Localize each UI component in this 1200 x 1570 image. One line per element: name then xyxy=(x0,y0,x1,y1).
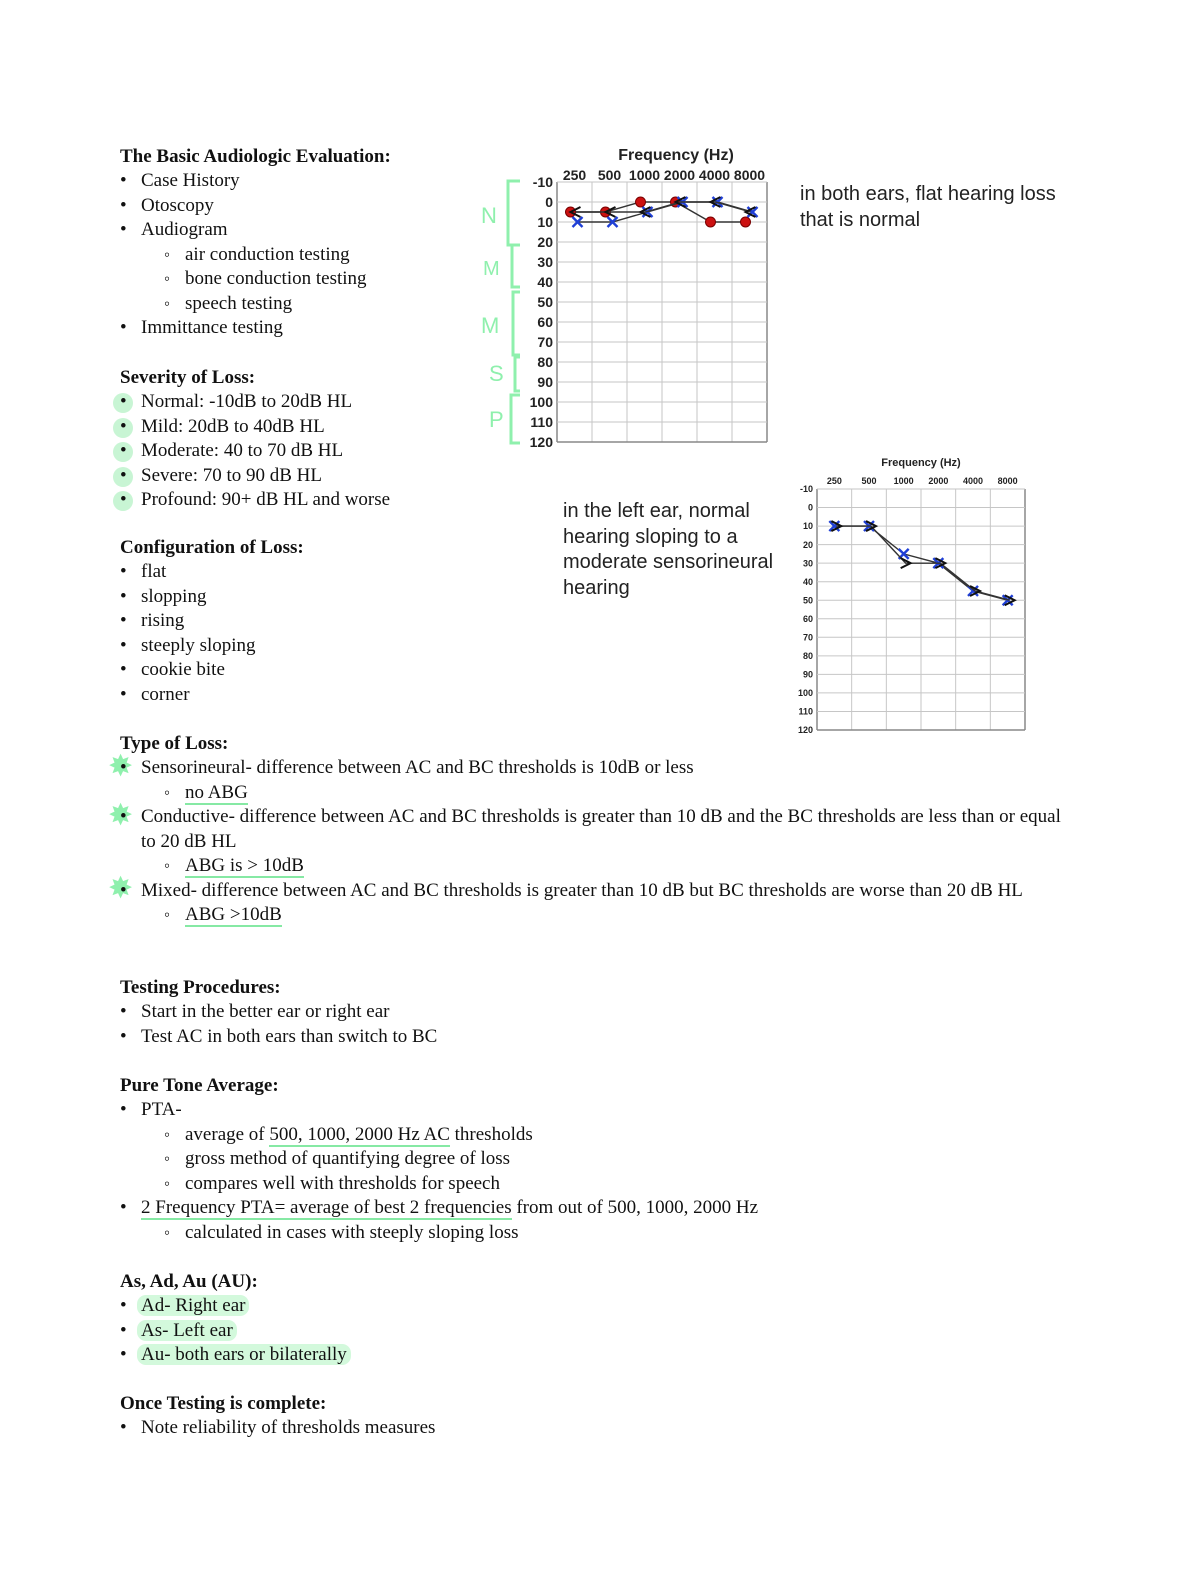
list-item: • Mixed- difference between AC and BC thresholds is greater than 10 dB but BC thresholds are worse than 20 dB HL xyxy=(120,879,1070,904)
margin-letter: S xyxy=(489,361,504,386)
list-item: • Note reliability of thresholds measures xyxy=(120,1416,435,1441)
list-item: • PTA- xyxy=(120,1098,758,1123)
text: thresholds xyxy=(449,1123,533,1145)
chart-title: Frequency (Hz) xyxy=(881,457,961,469)
configuration-list xyxy=(120,560,304,707)
list-item: • cookie bite xyxy=(120,658,304,683)
list-item: • Conductive- difference between AC and BC thresholds is greater than 10 dB and the BC thresholds are less than or equal to 20 dB HL xyxy=(120,805,1070,854)
y-tick-label: 80 xyxy=(802,650,813,661)
list-item: • rising xyxy=(120,609,304,634)
y-tick-label: 20 xyxy=(537,233,553,250)
y-tick-label: 20 xyxy=(802,539,813,550)
y-tick-label: 70 xyxy=(537,333,553,350)
list-item: • Immittance testing xyxy=(120,316,391,341)
section-title: Testing Procedures: xyxy=(120,977,281,998)
list-item: • Moderate: 40 to 70 dB HL xyxy=(120,439,390,464)
highlighted-text: As- Left ear xyxy=(137,1320,237,1341)
y-tick-label: 30 xyxy=(537,253,553,270)
y-tick-label: 30 xyxy=(802,558,813,569)
list-item: • corner xyxy=(120,683,304,708)
y-tick-label: 0 xyxy=(807,502,813,513)
list-item: • Test AC in both ears than switch to BC xyxy=(120,1025,437,1050)
y-tick-label: 60 xyxy=(537,313,553,330)
list-item: • Mild: 20dB to 40dB HL xyxy=(120,415,390,440)
y-tick-label: 120 xyxy=(529,433,553,450)
list-item: • Start in the better ear or right ear xyxy=(120,1000,437,1025)
y-tick-label: 10 xyxy=(802,521,813,532)
sub-list-item xyxy=(120,903,1070,928)
note-audiogram-1: in both ears, flat hearing loss that is normal xyxy=(800,183,1056,231)
section-title: Type of Loss: xyxy=(120,733,229,754)
type-list xyxy=(120,756,1070,928)
underlined-text: 500, 1000, 2000 Hz AC xyxy=(269,1123,450,1145)
list-item: • Sensorineural- difference between AC and BC thresholds is 10dB or less xyxy=(120,756,1070,781)
y-tick-label: -10 xyxy=(799,484,813,495)
underlined-text: no ABG xyxy=(185,781,248,803)
x-tick-label: 8000 xyxy=(997,476,1018,486)
sub-list-item xyxy=(120,854,1070,879)
sub-list-item: ◦ calculated in cases with steeply sloping loss xyxy=(120,1221,758,1246)
y-tick-label: 40 xyxy=(537,273,553,290)
list-item: • flat xyxy=(120,560,304,585)
section-configuration xyxy=(120,536,304,707)
circle-marker xyxy=(706,217,716,227)
list-item: • Case History xyxy=(120,169,391,194)
list-item: • Normal: -10dB to 20dB HL xyxy=(120,390,390,415)
severity-list xyxy=(120,390,390,513)
text: average of xyxy=(185,1123,270,1145)
margin-letter: M xyxy=(481,313,500,338)
list-item xyxy=(120,1319,351,1344)
y-tick-label: 100 xyxy=(797,688,813,699)
x-tick-label: 4000 xyxy=(962,476,984,486)
y-tick-label: 100 xyxy=(529,393,553,410)
margin-letter: M xyxy=(483,258,500,280)
audiogram-both-ears xyxy=(520,142,790,452)
audiogram-left-ear xyxy=(793,452,1038,742)
circle-marker xyxy=(741,217,751,227)
bracket xyxy=(511,395,520,443)
sub-list-item: ◦ compares well with thresholds for speech xyxy=(120,1172,758,1197)
x-tick-label: 500 xyxy=(861,476,877,486)
bracket xyxy=(508,181,520,245)
section-severity xyxy=(120,366,390,513)
section-title: Configuration of Loss: xyxy=(120,537,304,558)
bracket xyxy=(512,245,520,287)
section-basic-evaluation xyxy=(120,145,391,341)
sub-list-item: ◦ speech testing xyxy=(120,292,391,317)
x-tick-label: 2000 xyxy=(663,167,696,183)
section-testing xyxy=(120,976,437,1049)
star-icon: ✸ xyxy=(108,798,134,833)
sub-list-item: ◦ bone conduction testing xyxy=(120,267,391,292)
margin-letter: P xyxy=(489,407,504,432)
sub-list-item: ◦ air conduction testing xyxy=(120,243,391,268)
highlighted-text: Au- both ears or bilaterally xyxy=(137,1344,351,1365)
y-tick-label: 110 xyxy=(530,413,553,430)
list-item xyxy=(120,1196,758,1221)
y-tick-label: 80 xyxy=(537,353,553,370)
list-item: • Otoscopy xyxy=(120,194,391,219)
x-tick-label: 1000 xyxy=(628,167,661,183)
y-tick-label: 50 xyxy=(537,293,553,310)
x-tick-label: 4000 xyxy=(698,167,731,183)
complete-list xyxy=(120,1416,435,1441)
x-tick-label: 1000 xyxy=(893,476,914,486)
x-tick-label: 500 xyxy=(597,167,622,183)
section-title: Once Testing is complete: xyxy=(120,1393,327,1414)
y-tick-label: 70 xyxy=(802,632,813,643)
margin-letter: N xyxy=(481,203,497,228)
sub-list-item xyxy=(120,781,1070,806)
x-tick-label: 8000 xyxy=(733,167,766,183)
section-title: Severity of Loss: xyxy=(120,367,256,388)
text: from out of 500, 1000, 2000 Hz xyxy=(511,1197,759,1218)
section-pta xyxy=(120,1074,758,1245)
y-tick-label: 10 xyxy=(537,213,553,230)
y-tick-label: -10 xyxy=(532,173,553,190)
list-item: • Profound: 90+ dB HL and worse xyxy=(120,488,390,513)
circle-marker xyxy=(636,197,646,207)
section-type xyxy=(120,732,1070,928)
list-item xyxy=(120,1343,351,1368)
y-tick-label: 60 xyxy=(802,613,813,624)
section-title: The Basic Audiologic Evaluation: xyxy=(120,146,391,167)
list-item: • Severe: 70 to 90 dB HL xyxy=(120,464,390,489)
y-tick-label: 50 xyxy=(802,595,813,606)
highlighted-text: Ad- Right ear xyxy=(137,1295,249,1316)
list-item xyxy=(120,1294,351,1319)
section-title: Pure Tone Average: xyxy=(120,1075,279,1096)
sub-list-item: ◦ gross method of quantifying degree of loss xyxy=(120,1147,758,1172)
pta-list xyxy=(120,1098,758,1245)
section-ears xyxy=(120,1270,351,1368)
basic-list xyxy=(120,169,391,341)
x-tick-label: 2000 xyxy=(928,476,949,486)
testing-list xyxy=(120,1000,437,1049)
ears-list xyxy=(120,1294,351,1368)
underlined-text: ABG >10dB xyxy=(185,904,282,925)
list-item: • steeply sloping xyxy=(120,634,304,659)
y-tick-label: 120 xyxy=(797,725,813,736)
y-tick-label: 110 xyxy=(798,706,813,717)
note-audiogram-2: in the left ear, normal hearing sloping to a moderate sensorineural hearing xyxy=(563,500,774,599)
section-title: As, Ad, Au (AU): xyxy=(120,1271,258,1292)
star-icon: ✸ xyxy=(108,749,134,784)
underlined-text: ABG is > 10dB xyxy=(185,855,304,876)
x-tick-label: 250 xyxy=(562,167,587,183)
list-item: • slopping xyxy=(120,585,304,610)
chart-title: Frequency (Hz) xyxy=(618,147,734,164)
x-tick-label: 250 xyxy=(826,476,842,486)
sub-list-item xyxy=(120,1123,758,1148)
underlined-text: 2 Frequency PTA= average of best 2 frequencies xyxy=(141,1197,512,1218)
y-tick-label: 40 xyxy=(802,576,813,587)
y-tick-label: 90 xyxy=(537,373,553,390)
section-complete xyxy=(120,1392,435,1441)
list-item: • Audiogram xyxy=(120,218,391,243)
star-icon: ✸ xyxy=(108,871,134,906)
y-tick-label: 0 xyxy=(545,193,553,210)
y-tick-label: 90 xyxy=(802,669,813,680)
bracket xyxy=(513,292,520,355)
